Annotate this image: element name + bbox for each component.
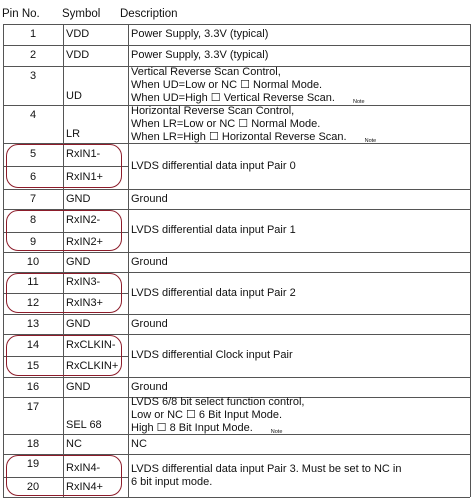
pair-highlight-oval [6, 335, 122, 376]
pin-number: 18 [26, 437, 40, 450]
pin-description [131, 349, 293, 362]
pin-number: 9 [29, 235, 37, 248]
pin-description [131, 105, 376, 146]
description-line: LVDS differential data input Pair 1 [131, 224, 296, 236]
pin-description [131, 193, 168, 206]
pin-symbol: RxIN3- [66, 276, 101, 288]
description-line: Ground [131, 380, 168, 393]
description-line: Power Supply, 3.3V (typical) [131, 28, 269, 40]
pin-symbol: RxCLKIN+ [66, 360, 119, 372]
pin-symbol: SEL 68 [66, 419, 102, 431]
grid-hline [3, 377, 470, 378]
header-description: Description [120, 8, 178, 20]
pin-number: 5 [29, 148, 37, 160]
description-line: Ground [131, 192, 168, 205]
pin-number: 11 [27, 276, 39, 288]
pin-symbol: RxIN4- [66, 462, 101, 474]
description-line: Low or NC ☐ 6 Bit Input Mode. [131, 409, 283, 421]
pin-description [131, 224, 296, 237]
description-line: LVDS 6/8 bit select function control, [131, 396, 305, 408]
description-line: LVDS differential Clock input Pair [131, 349, 293, 361]
description-line: When LR=Low or NC ☐ Normal Mode. [131, 117, 321, 130]
description-line: High ☐ 8 Bit Input Mode. Note [131, 422, 283, 435]
pin-number: 2 [29, 49, 37, 61]
pin-symbol: VDD [66, 49, 90, 61]
description-line: Ground [131, 317, 168, 330]
pair-highlight-oval [6, 144, 122, 188]
grid-hline [3, 252, 470, 253]
pin-number: 19 [26, 458, 40, 470]
description-line: 6 bit input mode. [131, 475, 213, 488]
pin-symbol: VDD [66, 28, 90, 40]
pin-description [131, 287, 296, 300]
description-line: Ground [131, 255, 168, 268]
description-line: When LR=High ☐ Horizontal Reverse Scan. Note [131, 130, 377, 144]
pin-symbol: RxIN3+ [66, 297, 103, 309]
pin-number: 4 [29, 109, 37, 121]
description-line: When UD=Low or NC ☐ Normal Mode. [131, 79, 323, 91]
note-marker: Note [270, 429, 283, 435]
description-line: NC [131, 437, 147, 450]
pin-number: 17 [26, 401, 40, 413]
pin-symbol: RxIN1+ [66, 171, 103, 183]
pair-highlight-oval [6, 210, 122, 251]
grid-hline [3, 24, 470, 25]
description-line: Power Supply, 3.3V (typical) [131, 49, 269, 61]
pin-symbol: NC [66, 437, 82, 450]
pin-symbol: RxIN1- [66, 148, 101, 160]
pin-description [131, 463, 401, 489]
header-symbol: Symbol [62, 8, 101, 20]
pin-number: 20 [26, 480, 40, 493]
header-pin: Pin No. [2, 8, 40, 20]
pin-description [131, 256, 168, 269]
grid-hline [3, 45, 470, 46]
pin-symbol: RxIN2+ [66, 235, 103, 248]
pin-description [131, 396, 304, 437]
pin-symbol: LR [66, 128, 81, 140]
description-line: When UD=High ☐ Vertical Reverse Scan. Note [131, 92, 365, 105]
pin-symbol: GND [66, 380, 91, 393]
grid-vline [470, 24, 471, 497]
description-line: LVDS differential data input Pair 2 [131, 286, 296, 299]
pin-number: 15 [26, 360, 40, 372]
pin-description [131, 66, 365, 107]
pin-number: 10 [26, 255, 40, 268]
pin-number: 12 [26, 297, 40, 309]
description-line: Vertical Reverse Scan Control, [131, 66, 281, 78]
pin-symbol: GND [66, 255, 91, 268]
description-line: LVDS differential data input Pair 0 [131, 159, 296, 172]
pin-description [131, 160, 296, 173]
pin-number: 14 [26, 338, 40, 351]
note-marker: Note [352, 99, 365, 105]
pin-symbol: RxCLKIN- [66, 338, 116, 351]
pin-symbol: GND [66, 192, 91, 205]
pin-symbol: GND [66, 317, 91, 330]
pair-highlight-oval [6, 273, 122, 313]
pin-number: 1 [29, 28, 37, 40]
description-line: Horizontal Reverse Scan Control, [131, 104, 295, 117]
pin-symbol: RxIN2- [66, 214, 101, 226]
grid-hline [3, 189, 470, 190]
pin-symbol: UD [66, 90, 82, 102]
pin-number: 7 [29, 192, 37, 205]
pin-number: 3 [29, 70, 37, 82]
pin-description [131, 318, 168, 331]
pin-number: 6 [29, 171, 37, 183]
pin-number: 8 [29, 214, 37, 226]
grid-vline [128, 24, 129, 497]
grid-hline [3, 497, 470, 498]
description-line: LVDS differential data input Pair 3. Must be set to NC in [131, 462, 402, 475]
pin-symbol: RxIN4+ [66, 480, 103, 493]
grid-hline [3, 314, 470, 315]
grid-vline [63, 24, 64, 497]
note-marker: Note [364, 137, 377, 144]
pin-number: 16 [26, 380, 40, 393]
pin-description [131, 438, 147, 451]
pin-description [131, 381, 168, 394]
pin-description [131, 49, 268, 62]
pair-highlight-oval [6, 455, 122, 496]
pin-number: 13 [26, 317, 40, 330]
pin-description [131, 28, 268, 41]
